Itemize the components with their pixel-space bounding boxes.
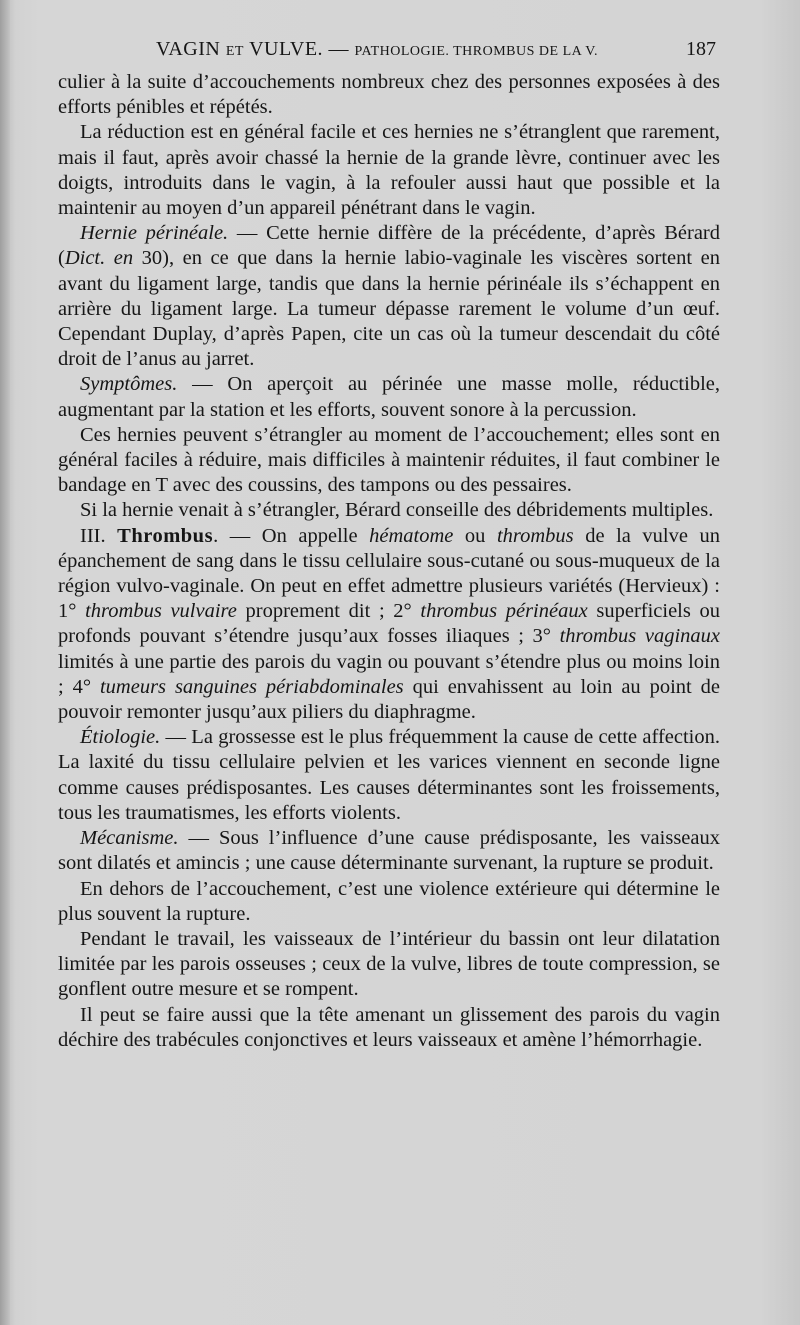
running-head-dash: — xyxy=(328,38,350,60)
italic-text: Étiologie. xyxy=(80,726,161,749)
running-head-section: PATHOLOGIE. THROMBUS DE LA V. xyxy=(354,44,599,59)
text-run: Il peut se faire aussi que la tête amenant un glissement des parois du vagin déchire des trabécules conjonctives et leurs vaisseaux et amène l’hémorrhagie. xyxy=(58,1003,720,1051)
text-run: — On aperçoit au périnée une masse molle, réductible, augmentant par la station et les efforts, souvent sonore à la percussion. xyxy=(58,373,720,421)
text-run: ou xyxy=(453,524,497,547)
text-run: proprement dit ; 2° xyxy=(236,600,421,623)
text-run: qui envahissent au loin au point de pouvoir remonter jusqu’aux piliers du diaphragme. xyxy=(58,675,720,724)
paragraph xyxy=(58,423,720,499)
text-run: . — On appelle xyxy=(213,524,370,547)
italic-text: Hernie périnéale. xyxy=(80,222,229,245)
paragraph xyxy=(58,877,720,927)
text-run: Si la hernie venait à s’étrangler, Bérard conseille des débridements multiples. xyxy=(80,499,714,522)
paragraph xyxy=(58,498,720,523)
italic-text: thrombus vulvaire xyxy=(85,600,237,623)
running-head-et: ET xyxy=(225,44,244,59)
italic-text: thrombus xyxy=(496,524,574,547)
italic-text: hématome xyxy=(369,524,454,547)
paragraph xyxy=(58,524,720,726)
text-run: culier à la suite d’accouchements nombreux chez des personnes exposées à des efforts pénibles et répétés. xyxy=(58,71,720,119)
paragraph xyxy=(58,372,720,422)
text-run: limités à une partie des parois du vagin ou pouvant s’étendre plus ou moins loin ; 4° xyxy=(58,650,720,698)
text-run: superficiels ou profonds pouvant s’étendre jusqu’aux fosses iliaques ; 3° xyxy=(58,600,721,648)
page-number: 187 xyxy=(686,38,716,60)
body-text xyxy=(58,70,720,1053)
paragraph xyxy=(58,221,720,372)
text-run: — Sous l’influence d’une cause prédisposante, les vaisseaux sont dilatés et amincis ; une cause déterminante survenant, la rupture se produit. xyxy=(58,827,720,875)
text-run: En dehors de l’accouchement, c’est une violence extérieure qui détermine le plus souvent la rupture. xyxy=(58,877,720,925)
paragraph xyxy=(58,70,720,120)
italic-text: tumeurs sanguines périabdominales xyxy=(99,675,404,698)
paragraph xyxy=(58,826,720,876)
text-run: de la vulve un épanchement de sang dans le tissu cellulaire sous-cutané ou sous-muqueux de la région vulvo-vaginale. On peut en effet admettre plusieurs variétés (Hervieux) : 1° xyxy=(58,524,720,623)
text-run: — La grossesse est le plus fréquemment la cause de cette affection. La laxité du tissu cellulaire pelvien et les varices viennent en seconde ligne comme causes prédisposantes. Les causes déterminantes sont les froissements, tous les traumatismes, les efforts violents. xyxy=(58,726,720,824)
italic-text: Mécanisme. xyxy=(80,827,179,850)
italic-text: Symptômes. xyxy=(80,373,178,396)
paragraph xyxy=(58,1003,720,1053)
text-run: La réduction est en général facile et ces hernies ne s’étranglent que rarement, mais il faut, après avoir chassé la hernie de la grande lèvre, continuer avec les doigts, introduits dans le vagin, à la refouler aussi haut que possible et la maintenir au moyen d’un appareil pénétrant dans le vagin. xyxy=(58,121,720,220)
text-run: 30), en ce que dans la hernie labio-vaginale les viscères sortent en avant du ligament large, tandis que dans la hernie périnéale ils s’échappent en arrière du ligament large. La tumeur dépasse rarement le volume d’un œuf. Cependant Duplay, d’après Papen, cite un cas où la tumeur descendait du côté droit de l’anus au jarret. xyxy=(58,247,720,371)
page-gutter-shadow xyxy=(0,0,10,1325)
text-run: — Cette hernie diffère de la précédente, d’après Bérard ( xyxy=(58,222,721,270)
text-run: Ces hernies peuvent s’étrangler au moment de l’accouchement; elles sont en général faciles à réduire, mais difficiles à maintenir réduites, il faut combiner le bandage en T avec des coussins, des tampons ou des pessaires. xyxy=(58,423,720,497)
paragraph xyxy=(58,725,720,826)
running-header xyxy=(58,38,720,64)
italic-text: thrombus périnéaux xyxy=(420,600,588,623)
paragraph xyxy=(58,927,720,1003)
running-head-title xyxy=(156,38,598,61)
text-run: III. xyxy=(80,524,118,547)
italic-text: Dict. en xyxy=(64,247,134,270)
italic-text: thrombus vaginaux xyxy=(559,625,720,648)
text-run: Pendant le travail, les vaisseaux de l’intérieur du bassin ont leur dilatation limitée par les parois osseuses ; ceux de la vulve, libres de toute compression, se gonflent outre mesure et se rompent. xyxy=(58,927,720,1001)
running-head-vagin: VAGIN xyxy=(156,38,221,60)
section-heading-text: Thrombus xyxy=(117,524,214,547)
paragraph xyxy=(58,120,720,221)
running-head-vulve: VULVE. xyxy=(249,38,324,60)
